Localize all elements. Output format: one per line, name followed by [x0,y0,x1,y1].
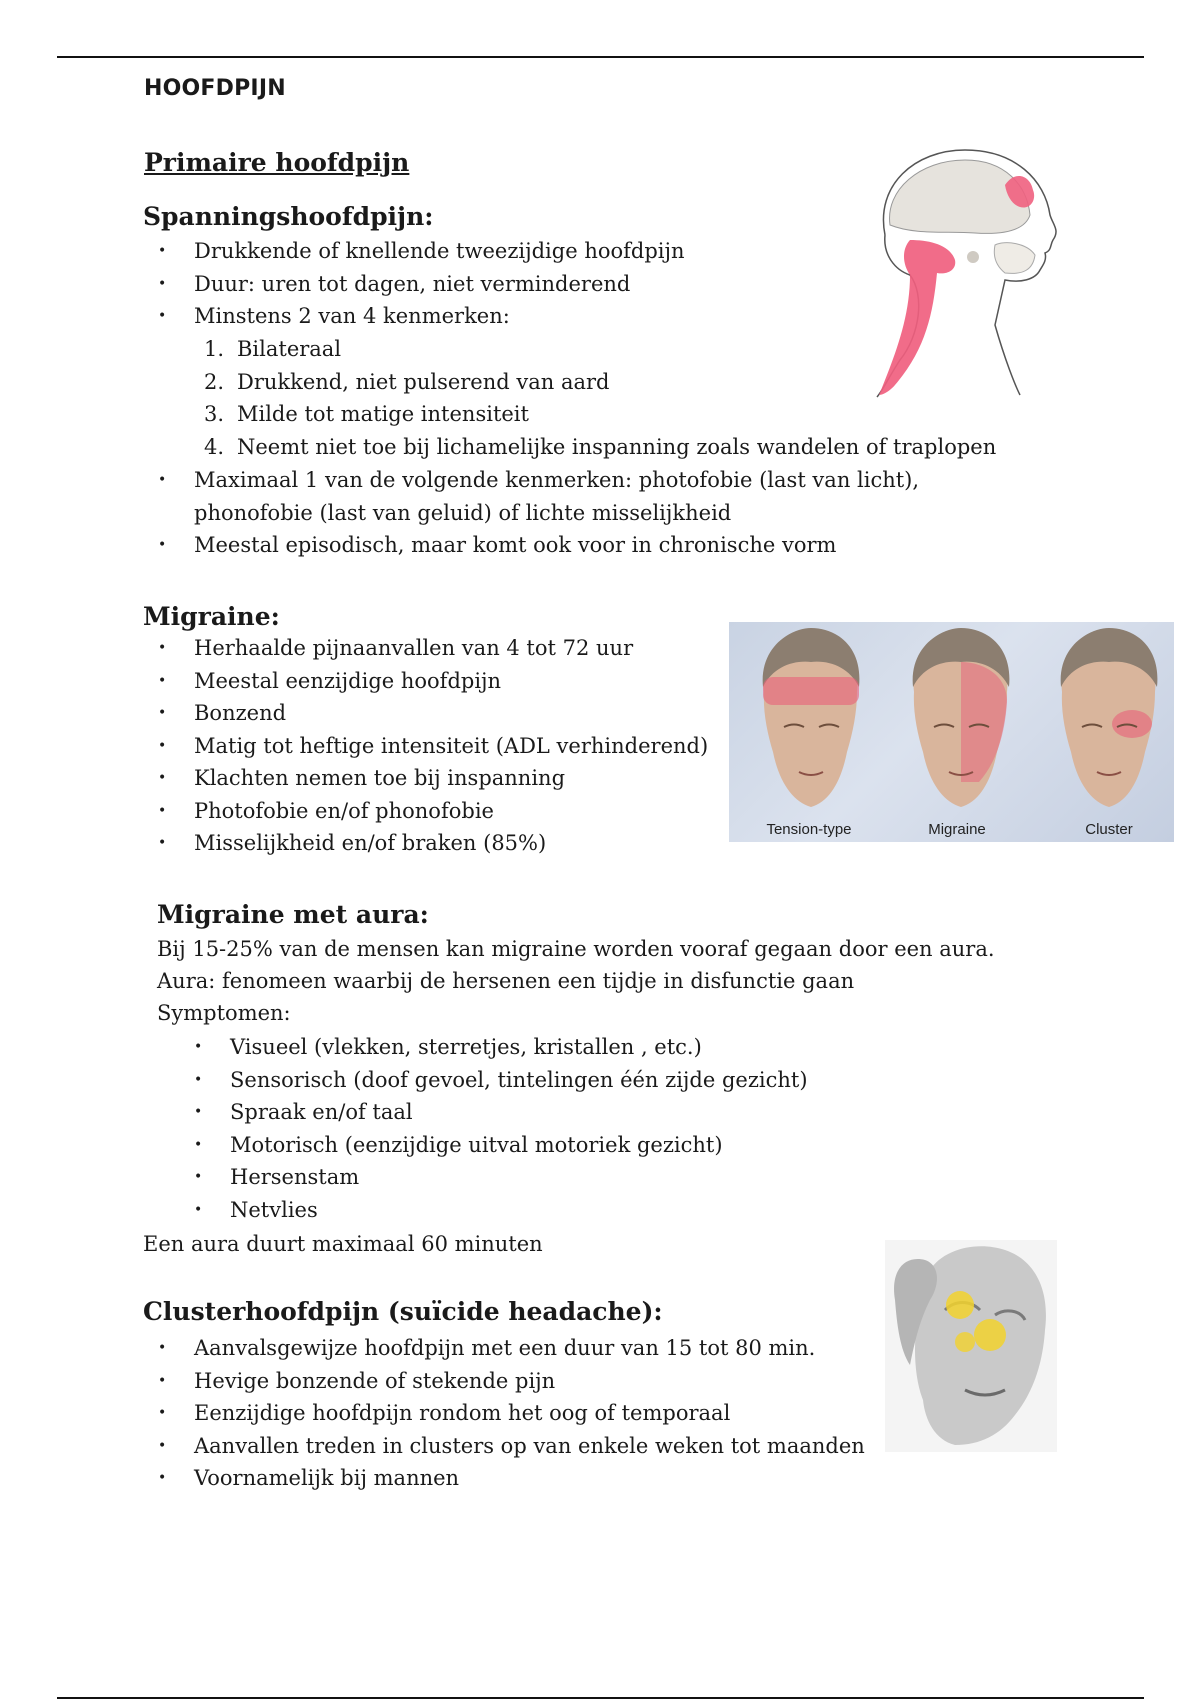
bullet-icon: • [194,1136,203,1153]
list-item: • Maximaal 1 van de volgende kenmerken: photofobie (last van licht), phonofobie (last van geluid) of lichte misselijkheid [194,464,1034,529]
bullet-icon: • [158,1437,167,1454]
bullet-icon: • [158,243,167,259]
aura-duration: Een aura duurt maximaal 60 minuten [143,1232,543,1256]
faces-illustration [729,622,1174,842]
numbered-item: 3. Milde tot matige intensiteit [203,402,529,426]
bullet-icon: • [194,1039,203,1055]
face-tension [763,628,860,807]
face-cluster [1061,628,1158,807]
document-title: HOOFDPIJN [144,76,286,101]
primary-heading: Primaire hoofdpijn [144,148,410,177]
list-item: • Visueel (vlekken, sterretjes, kristallen , etc.) [230,1031,808,1064]
bullet-icon: • [158,1372,167,1389]
list-item: • Matig tot heftige intensiteit (ADL verhinderend) [194,730,708,763]
numbered-item: 4. Neemt niet toe bij lichamelijke inspanning zoals wandelen of traplopen [203,434,997,459]
list-item: • Hersenstam [230,1161,808,1194]
list-item: • Bonzend [194,697,708,730]
aura-definition-line: Aura: fenomeen waarbij de hersenen een tijdje in disfunctie gaan [157,969,855,993]
list-item: • Herhaalde pijnaanvallen van 4 tot 72 uur [194,632,708,665]
tension-list [158,235,685,333]
list-item: • Eenzijdige hoofdpijn rondom het oog of temporaal [194,1397,865,1430]
bullet-icon: • [194,1169,203,1185]
headache-types-figure [729,622,1174,842]
aura-symptoms-list [194,1031,808,1226]
bullet-icon: • [158,640,167,656]
tension-list-continued [158,464,1034,562]
list-item: • Motorisch (eenzijdige uitval motoriek gezicht) [230,1129,808,1162]
list-item: • Meestal eenzijdige hoofdpijn [194,665,708,698]
bullet-icon: • [158,705,167,721]
aura-heading: Migraine met aura: [157,900,429,929]
list-item: • Aanvalsgewijze hoofdpijn met een duur van 15 tot 80 min. [194,1332,865,1365]
cluster-list [158,1332,865,1495]
top-rule [57,56,1144,58]
tension-heading: Spanningshoofdpijn: [143,202,434,231]
bullet-icon: • [158,802,167,819]
migraine-heading: Migraine: [143,602,280,631]
bullet-icon: • [194,1201,203,1218]
bullet-icon: • [158,770,167,786]
numbered-item: 2. Drukkend, niet pulserend van aard [203,369,610,394]
list-item: • Meestal episodisch, maar komt ook voor in chronische vorm [194,529,1034,562]
list-item: • Aanvallen treden in clusters op van enkele weken tot maanden [194,1430,865,1463]
numbered-item: 1. Bilateraal [203,337,342,361]
list-item: • Voornamelijk bij mannen [194,1462,865,1495]
face-migraine [913,628,1010,807]
list-item: • Netvlies [230,1194,808,1227]
head-neck-illustration [855,145,1060,400]
list-item: • Misselijkheid en/of braken (85%) [194,827,708,860]
bullet-icon: • [158,672,167,689]
figure-label-migraine: Migraine [928,821,986,838]
bottom-rule [57,1697,1144,1699]
cluster-heading: Clusterhoofdpijn (suïcide headache): [143,1297,663,1326]
bullet-icon: • [158,275,167,292]
list-item: • Drukkende of knellende tweezijdige hoofdpijn [194,235,685,268]
bullet-icon: • [158,835,167,851]
bullet-icon: • [158,472,167,488]
list-item: • Spraak en/of taal [230,1096,808,1129]
list-item: • Klachten nemen toe bij inspanning [194,762,708,795]
aura-symptoms-label: Symptomen: [157,1001,291,1025]
list-item: • Duur: uren tot dagen, niet verminderend [194,268,685,301]
list-item: • Hevige bonzende of stekende pijn [194,1365,865,1398]
bullet-icon: • [158,537,167,553]
bullet-icon: • [158,1405,167,1421]
bullet-icon: • [158,1340,167,1356]
list-item: • Photofobie en/of phonofobie [194,795,708,828]
bullet-icon: • [158,308,167,324]
figure-label-tension: Tension-type [766,821,852,838]
bullet-icon: • [158,737,167,754]
migraine-list [158,632,709,860]
bullet-icon: • [194,1104,203,1120]
aura-intro-line: Bij 15-25% van de mensen kan migraine worden vooraf gegaan door een aura. [157,937,995,961]
bullet-icon: • [194,1071,203,1088]
bullet-icon: • [158,1470,167,1486]
figure-label-cluster: Cluster [1085,821,1133,838]
list-item: • Minstens 2 van 4 kenmerken: [194,300,685,333]
cluster-head-illustration [885,1240,1057,1452]
list-item: • Sensorisch (doof gevoel, tintelingen één zijde gezicht) [230,1064,808,1097]
